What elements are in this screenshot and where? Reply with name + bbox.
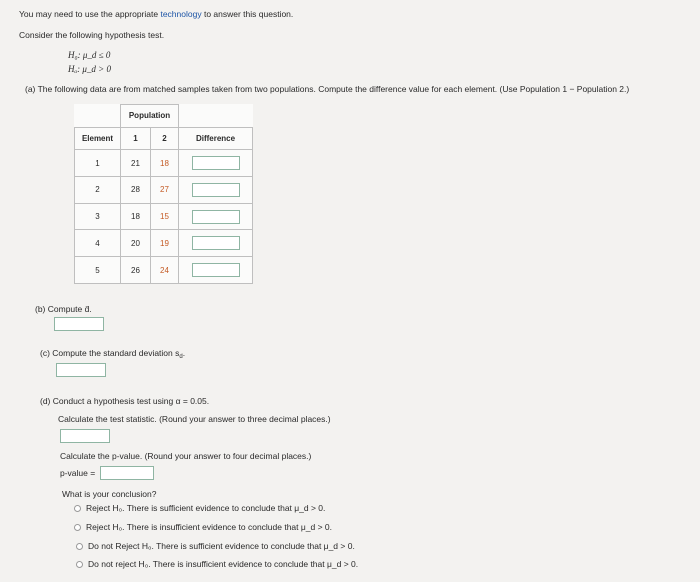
difference-input[interactable]	[192, 183, 240, 197]
pop2-cell: 15	[151, 203, 179, 230]
p-value-input[interactable]	[100, 466, 154, 480]
difference-header: Difference	[179, 127, 253, 150]
part-c-suffix: .	[182, 348, 186, 358]
std-dev-input[interactable]	[56, 363, 106, 377]
pop1-header: 1	[121, 127, 151, 150]
pop2-header: 2	[151, 127, 179, 150]
test-stat-prompt: Calculate the test statistic. (Round your answer to three decimal places.)	[58, 414, 331, 424]
intro-pre: You may need to use the appropriate	[19, 9, 161, 19]
part-c-subscript: d	[179, 354, 183, 360]
pop2-cell: 27	[151, 176, 179, 203]
radio-option-2[interactable]	[74, 524, 81, 531]
radio-option-4[interactable]	[76, 561, 83, 568]
technology-link[interactable]: technology	[160, 9, 202, 19]
pop1-cell: 20	[121, 230, 151, 257]
pop1-cell: 21	[121, 150, 151, 177]
element-cell: 1	[75, 150, 121, 177]
element-cell: 3	[75, 203, 121, 230]
table-row	[75, 176, 253, 203]
p-value-label: p-value =	[60, 468, 96, 478]
population-header: Population	[121, 105, 179, 128]
pop1-cell: 18	[121, 203, 151, 230]
consider-text: Consider the following hypothesis test.	[19, 30, 165, 40]
difference-input[interactable]	[192, 236, 240, 250]
radio-option-1[interactable]	[74, 505, 81, 512]
intro-post: to answer this question.	[201, 9, 294, 19]
table-row	[75, 203, 253, 230]
p-value-prompt: Calculate the p-value. (Round your answer to four decimal places.)	[60, 451, 312, 461]
option-1-label[interactable]: Reject H₀. There is sufficient evidence to conclude that μ_d > 0.	[86, 503, 326, 513]
part-b-text: (b) Compute d̄.	[35, 304, 92, 314]
part-c-label: (c) Compute the standard deviation s	[40, 348, 180, 358]
data-table	[74, 104, 253, 284]
alternative-hypothesis: Hₐ: μ_d > 0	[68, 64, 111, 74]
d-bar-input[interactable]	[54, 317, 104, 331]
option-2-label[interactable]: Reject H₀. There is insufficient evidence to conclude that μ_d > 0.	[86, 522, 333, 532]
pop2-cell: 24	[151, 257, 179, 284]
option-4-label[interactable]: Do not reject H₀. There is insufficient evidence to conclude that μ_d > 0.	[88, 559, 359, 569]
difference-input[interactable]	[192, 210, 240, 224]
pop1-cell: 26	[121, 257, 151, 284]
pop2-cell: 18	[151, 150, 179, 177]
intro-line	[19, 9, 293, 19]
part-d-text: (d) Conduct a hypothesis test using α = 0.05.	[40, 396, 210, 406]
element-cell: 4	[75, 230, 121, 257]
element-header: Element	[75, 127, 121, 150]
pop1-cell: 28	[121, 176, 151, 203]
null-hypothesis: H₀: μ_d ≤ 0	[68, 50, 111, 60]
element-cell: 5	[75, 257, 121, 284]
element-cell: 2	[75, 176, 121, 203]
difference-input[interactable]	[192, 156, 240, 170]
table-row	[75, 230, 253, 257]
conclusion-prompt: What is your conclusion?	[62, 489, 157, 499]
option-3-label[interactable]: Do not Reject H₀. There is sufficient evidence to conclude that μ_d > 0.	[88, 541, 355, 551]
part-a-text: (a) The following data are from matched samples taken from two populations. Compute the difference value for each element. (Use Population 1 − Population 2.)	[25, 84, 630, 94]
part-c-text	[40, 348, 185, 360]
test-statistic-input[interactable]	[60, 429, 110, 443]
table-row	[75, 257, 253, 284]
pop2-cell: 19	[151, 230, 179, 257]
table-row	[75, 150, 253, 177]
difference-input[interactable]	[192, 263, 240, 277]
radio-option-3[interactable]	[76, 543, 83, 550]
